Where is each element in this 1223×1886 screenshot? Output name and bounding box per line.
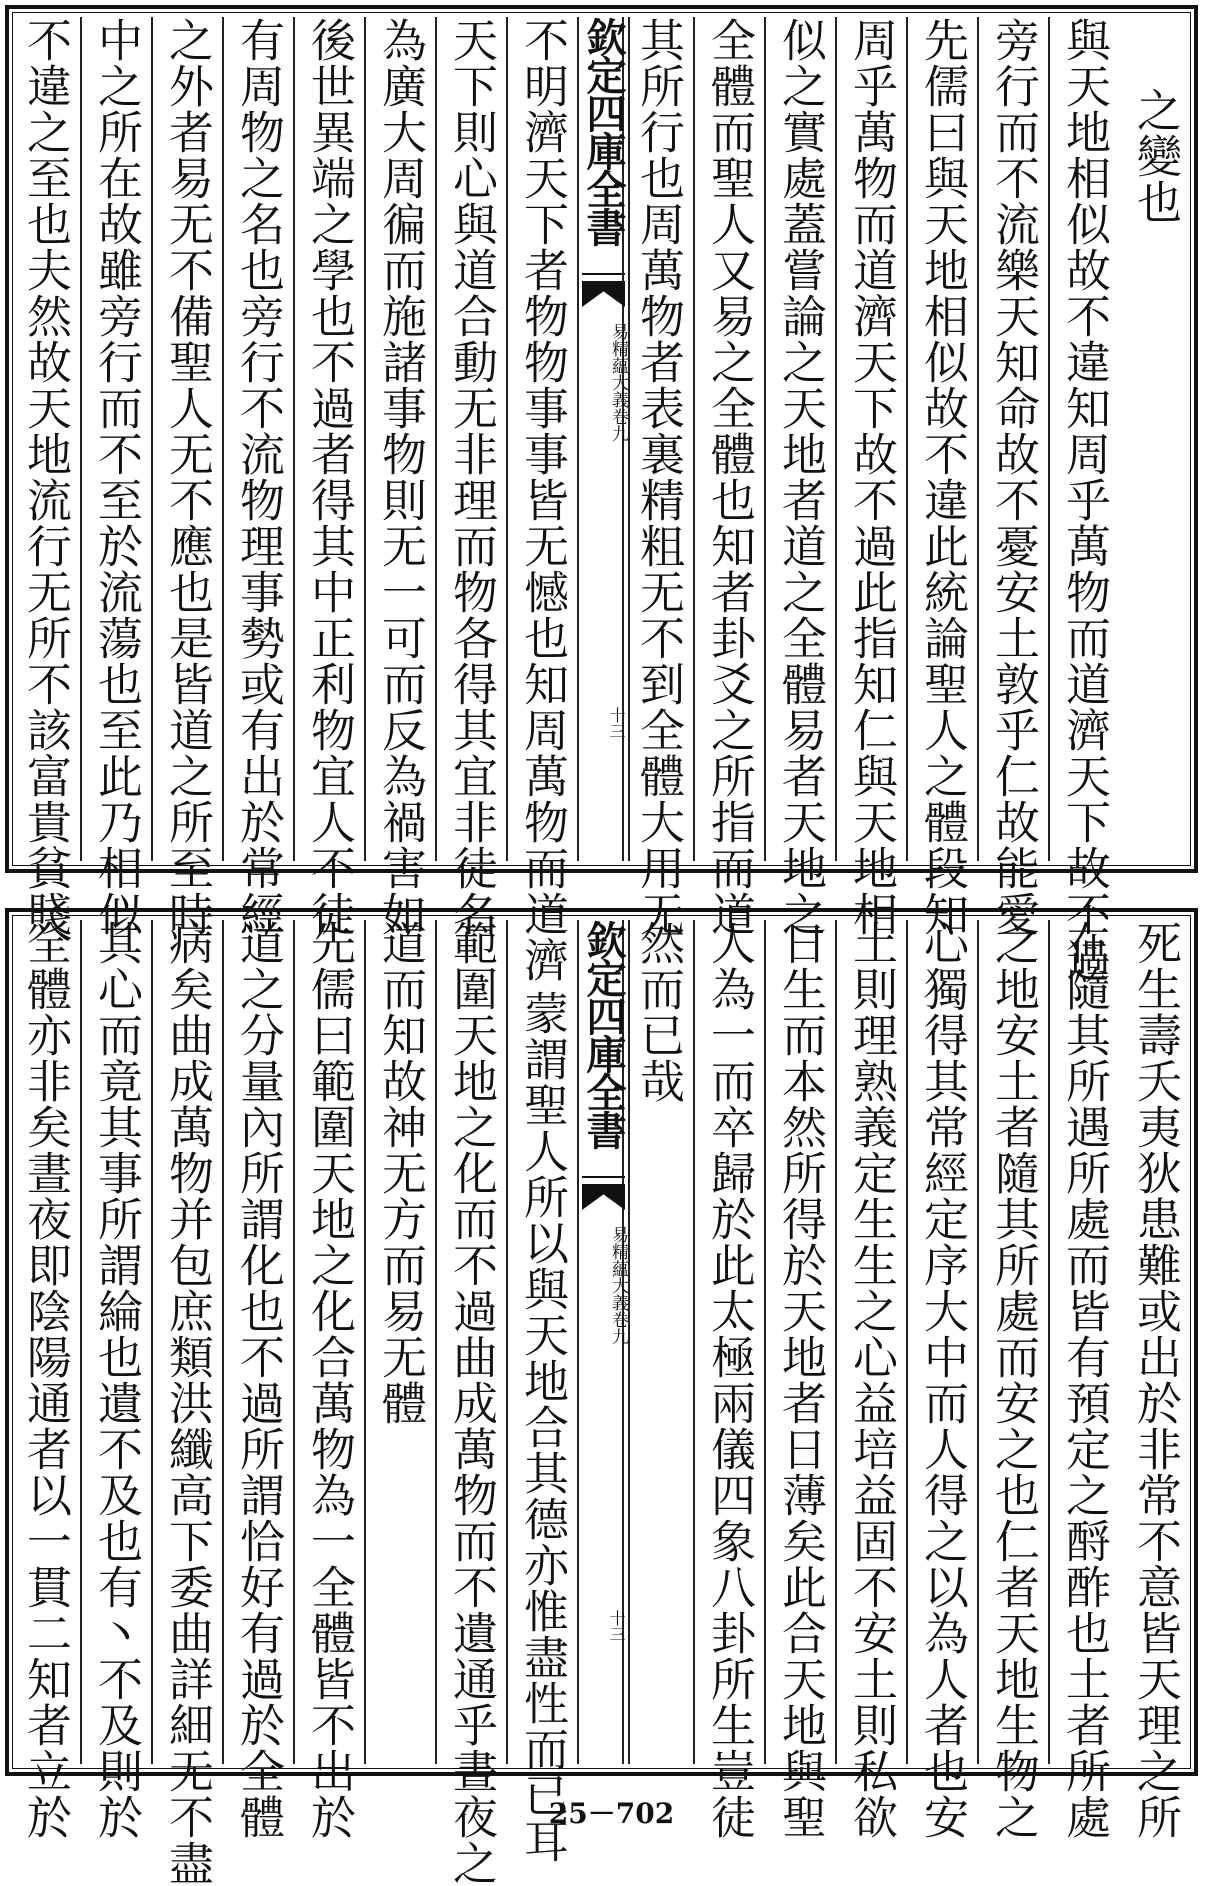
text-column	[1048, 17, 1119, 983]
column-text: 不明濟天下者物物事事皆无憾也知周萬物而道濟	[516, 17, 569, 983]
column-text: 病矣曲成萬物并包庶類洪纖高下委曲詳細无不盡	[161, 920, 214, 1886]
column-text: 道之分量內所謂化也不過所謂恰好有過於全體	[232, 920, 285, 1840]
column-text: 全體而聖人又易之全體也知者卦爻之所指而道	[703, 17, 756, 937]
top-page	[5, 5, 1198, 983]
book-title	[579, 1226, 628, 1436]
column-text: 有周物之名也旁行不流物理事勢或有出於常經	[232, 17, 285, 937]
text-column	[906, 920, 977, 1840]
column-text: 範圍天地之化而不過曲成萬物而不遺通乎晝夜之	[445, 920, 498, 1886]
column-text: 心獨得其常經定序大中而人得之以為人者也安	[916, 920, 969, 1840]
column-text: 與天地相似故不違知周乎萬物而道濟天下故不過	[1058, 17, 1111, 983]
column-text: 似之實處蓋嘗論之天地者道之全體易者天地之	[774, 17, 827, 937]
text-column	[906, 17, 977, 937]
text-column	[506, 17, 577, 983]
column-text: 之地安土者隨其所處而安之也仁者天地生物之	[987, 920, 1040, 1840]
column-text: 旁行而不流樂天知命故不憂安土敦乎仁故能愛	[987, 17, 1040, 937]
text-column	[151, 920, 222, 1886]
text-column	[222, 920, 293, 1840]
column-text: 之變也	[1129, 87, 1182, 225]
collection-title: 欽定四庫全書	[580, 920, 627, 1148]
column-text: 全體亦非矣晝夜即陰陽通者以一貫二知者立於	[19, 920, 72, 1840]
column-text: 中之所在故雖旁行而不至於流蕩也至此乃相似	[90, 17, 143, 937]
text-column	[151, 17, 222, 937]
text-column	[506, 920, 577, 1864]
text-column	[80, 17, 151, 937]
text-column	[977, 920, 1048, 1840]
text-column	[9, 17, 80, 937]
column-text: 蒙謂聖人所以與天地合其德亦惟盡性而已耳	[516, 990, 569, 1864]
text-column	[977, 17, 1048, 937]
text-column	[293, 17, 364, 937]
column-text: 其所行也周萬物者表裏精粗无不到全體大用无	[632, 17, 685, 937]
column-text: 在隨其所遇所處而皆有預定之酹酢也土者所處	[1058, 920, 1111, 1840]
text-column	[364, 920, 435, 1764]
page-number: 十三	[607, 707, 626, 739]
text-column	[9, 920, 80, 1840]
text-column	[435, 920, 506, 1886]
column-text: 道而知故神无方而易无體	[374, 920, 427, 1426]
column-text: 土則理熟義定生生之心益培益固不安土則私欲	[845, 920, 898, 1840]
fold-column	[577, 17, 630, 861]
column-text: 周乎萬物而道濟天下故不過此指知仁與天地相	[845, 17, 898, 937]
column-text: 先儒曰與天地相似故不違此統論聖人之體段知	[916, 17, 969, 937]
book-name: 易精蘊大義	[608, 1226, 628, 1311]
fish-tail-mark	[582, 1176, 625, 1218]
column-text: 為廣大周徧而施諸事物則无一可而反為禍害如	[374, 17, 427, 937]
text-column	[80, 920, 151, 1840]
column-text: 先儒曰範圍天地之化合萬物為一全體皆不出於	[303, 920, 356, 1840]
fold-column	[577, 920, 630, 1764]
text-column	[435, 17, 506, 937]
column-text: 死生壽夭夷狄患難或出於非常不意皆天理之所	[1129, 920, 1182, 1840]
text-column	[764, 17, 835, 937]
book-title	[579, 323, 628, 533]
text-column	[364, 17, 435, 937]
column-text: 然而已哉	[632, 920, 685, 1104]
column-text: 之外者易无不備聖人无不應也是皆道之所至時	[161, 17, 214, 937]
volume-label: 卷九	[608, 1311, 628, 1345]
column-text: 日生而本然所得於天地者日薄矣此合天地與聖	[774, 920, 827, 1840]
folio-number: 25－702	[548, 1797, 675, 1830]
text-column	[222, 17, 293, 937]
text-column	[1119, 17, 1190, 861]
column-text: 其心而竟其事所謂綸也遺不及也有丶不及則於	[90, 920, 143, 1840]
volume-label: 卷九	[608, 408, 628, 442]
collection-title: 欽定四庫全書	[580, 17, 627, 245]
column-text: 後世異端之學也不過者得其中正利物宜人不徒	[303, 17, 356, 937]
book-name: 易精蘊大義	[608, 323, 628, 408]
text-column	[1119, 920, 1190, 1840]
column-text: 人為一而卒歸於此太極兩儀四象八卦所生豈徒	[703, 920, 756, 1840]
text-column	[293, 920, 364, 1840]
text-column	[764, 920, 835, 1840]
text-column	[693, 920, 764, 1840]
column-text: 不違之至也夫然故天地流行无所不該富貴貧賤	[19, 17, 72, 937]
text-column	[622, 920, 693, 1764]
fish-tail-mark	[582, 273, 625, 315]
text-column	[622, 17, 693, 937]
text-column	[835, 920, 906, 1840]
page-number: 十三	[607, 1610, 626, 1642]
text-column	[693, 17, 764, 937]
column-text: 天下則心與道合動无非理而物各得其宜非徒名	[445, 17, 498, 937]
text-column	[1048, 920, 1119, 1840]
text-column	[835, 17, 906, 937]
